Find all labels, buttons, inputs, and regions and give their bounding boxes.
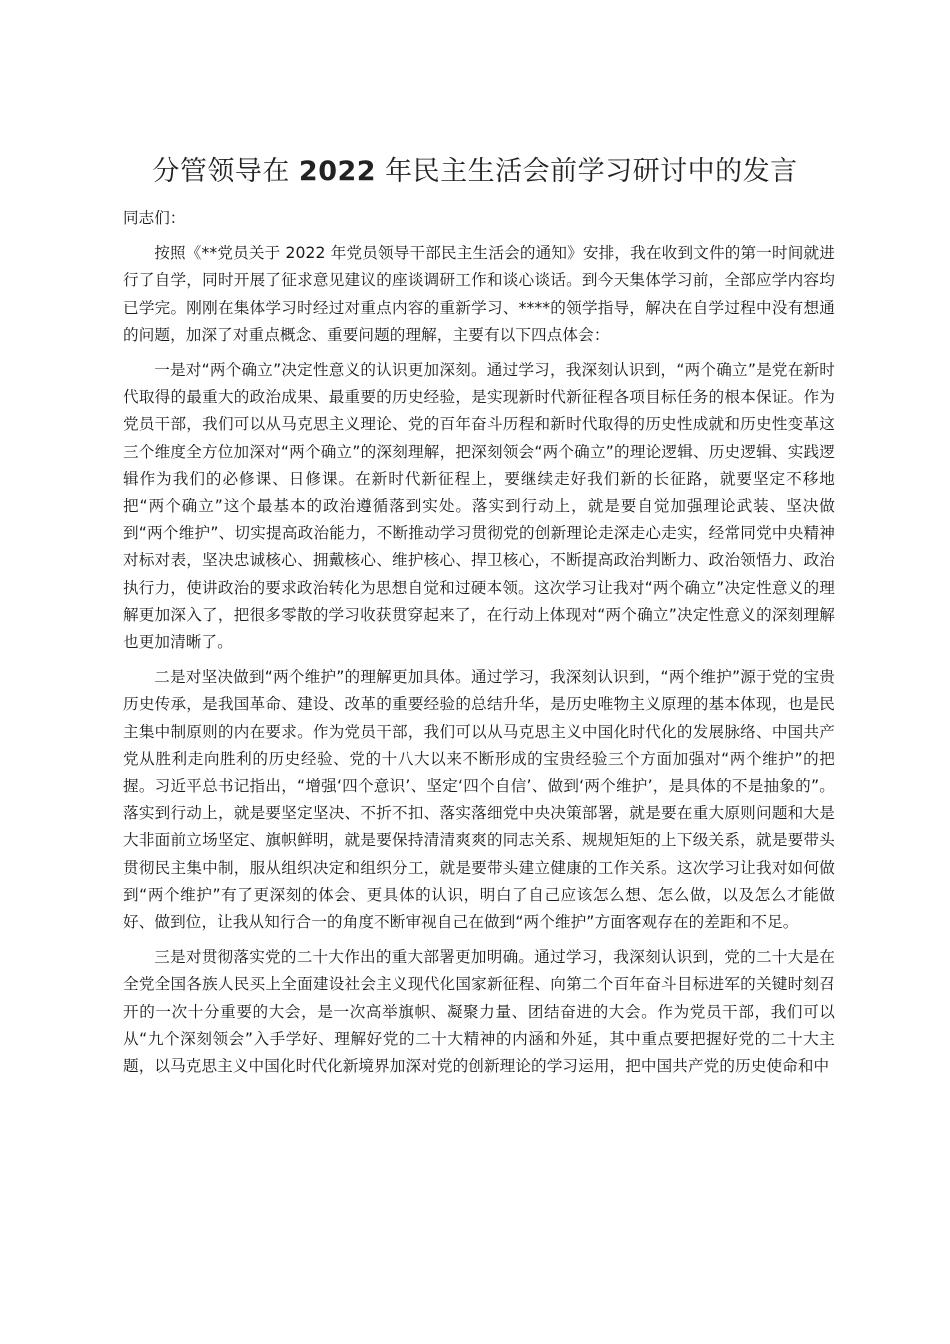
paragraph-intro — [123, 240, 835, 349]
paragraph-point-three — [123, 944, 835, 1080]
paragraph-text: 通过学习，我深刻认识到，“两个确立”是党在新时代取得的最重大的政治成果、最重要的历史经验，是实现新时代新征程各项目标任务的根本保证。作为党员干部，我们可以从马克思主义理论、党的百年奋斗历程和新时代取得的历史性成就和历史性变革这三个维度全方位加深对“两个确立”的深刻理解，把深刻领会“两个确立”的理论逻辑、历史逻辑、实践逻辑作为我们的必修课、日修课。在新时代新征程上，要继续走好我们新的长征路，就要坚定不移地把“两个确立”这个最基本的政治遵循落到实处。落实到行动上，就是要自觉加强理论武装、坚决做到“两个维护”、切实提高政治能力，不断推动学习贯彻党的创新理论走深走心走实，经常同党中央精神对标对表，坚决忠诚核心、拥戴核心、维护核心、捍卫核心，不断提高政治判断力、政治领悟力、政治执行力，使讲政治的要求政治转化为思想自觉和过硬本领。这次学习让我对“两个确立”决定性意义的理解更加深入了，把很多零散的学习收获贯穿起来了，在行动上体现对“两个确立”决定性意义的深刻理解也更加清晰了。 — [123, 361, 835, 652]
title-prefix: 分管领导在 — [152, 156, 290, 187]
paragraph-point-two — [123, 664, 835, 936]
greeting: 同志们： — [123, 209, 186, 227]
document-body — [123, 205, 835, 1088]
paragraph-text: 通过学习，我深刻认识到，“两个维护”源于党的宝贵历史传承，是我国革命、建设、改革的重要经验的总结升华，是历史唯物主义原理的基本体现，也是民主集中制原则的内在要求。作为党员干部，我们可以从马克思主义中国化时代化的发展脉络、中国共产党从胜利走向胜利的历史经验、党的十八大以来不断形成的宝贵经验三个方面加强对“两个维护”的把握。习近平总书记指出，“增强‘四个意识’、坚定‘四个自信’、做到‘两个维护’，是具体的不是抽象的”。落实到行动上，就是要坚定坚决、不折不扣、落实落细党中央决策部署，就是要在重大原则问题和大是大非面前立场坚定、旗帜鲜明，就是要保持清清爽爽的同志关系、规规矩矩的上下级关系，就是要带头贯彻民主集中制，服从组织决定和组织分工，就是要带头建立健康的工作关系。这次学习让我对如何做到“两个维护”有了更深刻的体会、更具体的认识，明白了自己应该怎么想、怎么做，以及怎么才能做好、做到位，让我从知行合一的角度不断审视自己在做到“两个维护”方面客观存在的差距和不足。 — [123, 668, 835, 932]
paragraph-lead: 三是对贯彻落实党的二十大作出的重大部署更加明确。 — [154, 948, 535, 967]
paragraph-lead: 二是对坚决做到“两个维护”的理解更加具体。 — [154, 668, 471, 687]
title-year: 2022 — [298, 156, 377, 187]
paragraph-text: 通过学习，我深刻认识到，党的二十大是在全党全国各族人民买上全面建设社会主义现代化国家新征程、向第二个百年奋斗目标进军的关键时刻召开的一次十分重要的大会，是一次高举旗帜、凝聚力量、团结奋进的大会。作为党员干部，我们可以从“九个深刻领会”入手学好、理解好党的二十大精神的内涵和外延，其中重点要把握好党的二十大主题，以马克思主义中国化时代化新境界加深对党的创新理论的学习运用，把中国共产党的历史使命和中 — [123, 948, 835, 1076]
paragraph-text: 按照《**党员关于 2022 年党员领导干部民主生活会的通知》安排，我在收到文件的第一时间就进行了自学，同时开展了征求意见建议的座谈调研工作和谈心谈话。到今天集体学习前，全部应学内容均已学完。刚刚在集体学习时经过对重点内容的重新学习、****的领学指导，解决在自学过程中没有想通的问题，加深了对重点概念、重要问题的理解，主要有以下四点体会： — [123, 244, 835, 344]
title-suffix: 年民主生活会前学习研讨中的发言 — [385, 156, 798, 187]
paragraph-lead: 一是对“两个确立”决定性意义的认识更加深刻。 — [154, 361, 487, 380]
document-title — [0, 152, 950, 192]
paragraph-point-one — [123, 357, 835, 656]
